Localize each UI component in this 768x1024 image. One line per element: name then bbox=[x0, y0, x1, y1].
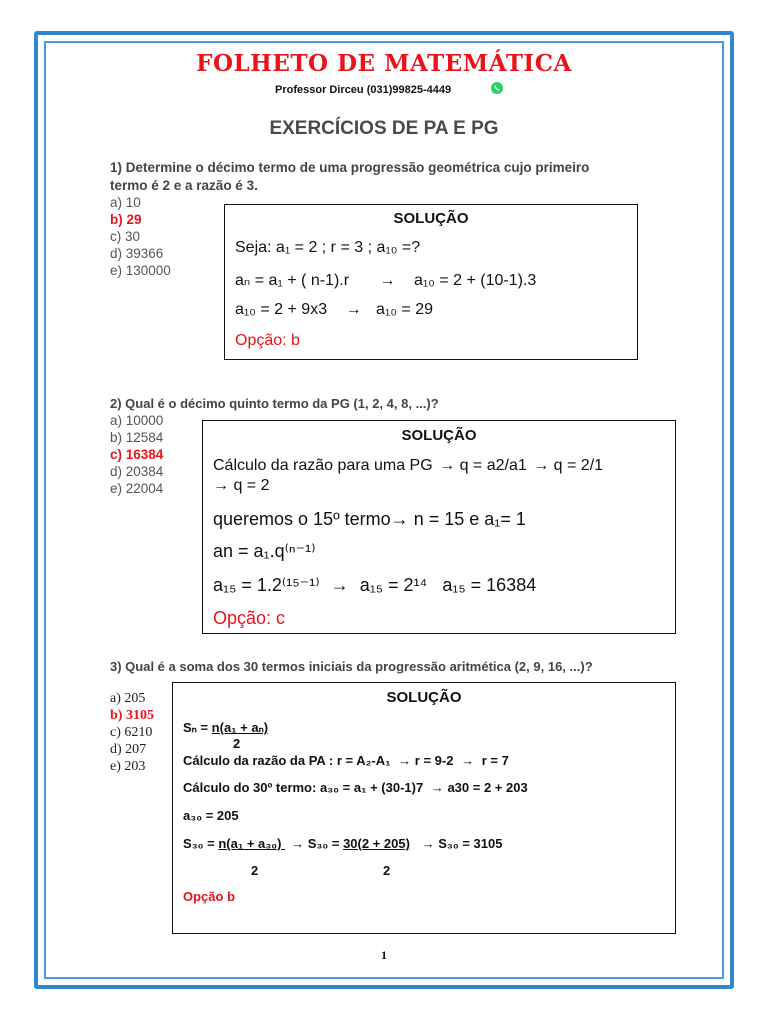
option-d: d) 20384 bbox=[110, 464, 164, 479]
fraction-denominator: 2 bbox=[383, 863, 391, 878]
whatsapp-icon bbox=[490, 81, 504, 95]
option-b: b) 12584 bbox=[110, 430, 164, 445]
solution-box-3 bbox=[172, 682, 676, 934]
question-1-options bbox=[110, 194, 171, 279]
fraction-denominator: 2 bbox=[233, 736, 241, 751]
option-a: a) 10 bbox=[110, 195, 141, 210]
fraction-denominator: 2 bbox=[251, 863, 259, 878]
question-1-text-cont: termo é 2 e a razão é 3. bbox=[110, 178, 258, 193]
solution-heading: SOLUÇÃO bbox=[393, 210, 469, 227]
question-2-text: 2) Qual é o décimo quinto termo da PG (1, 2, 4, 8, ...)? bbox=[110, 396, 439, 411]
question-1-text: 1) Determine o décimo termo de uma progressão geométrica cujo primeiro bbox=[110, 160, 590, 175]
solution-line: S₃₀ = n(a₁ + a₃₀) → S₃₀ = 30(2 + 205) → S₃₀ = 3105 bbox=[183, 836, 503, 851]
arrow-right-icon: → bbox=[345, 301, 362, 318]
solution-answer: Opção: c bbox=[213, 608, 286, 628]
arrow-right-icon: → bbox=[390, 509, 409, 529]
solution-line: a₁₀ = 2 + 9x3 → a₁₀ = 29 bbox=[235, 301, 433, 318]
option-e: e) 203 bbox=[110, 759, 146, 774]
arrow-right-icon: → bbox=[439, 457, 456, 474]
solution-heading: SOLUÇÃO bbox=[386, 689, 462, 706]
option-e: e) 130000 bbox=[110, 263, 171, 278]
option-b-correct: b) 3105 bbox=[110, 708, 154, 723]
solution-line: queremos o 15º termo→ n = 15 e a₁= 1 bbox=[213, 509, 526, 529]
solution-line: → q = 2 bbox=[213, 477, 270, 494]
question-3-text: 3) Qual é a soma dos 30 termos iniciais da progressão aritmética (2, 9, 16, ...)? bbox=[110, 659, 593, 674]
arrow-right-icon: → bbox=[421, 836, 435, 851]
arrow-right-icon: → bbox=[430, 780, 444, 795]
arrow-right-icon: → bbox=[213, 477, 229, 494]
option-e: e) 22004 bbox=[110, 481, 164, 496]
solution-line: a₁₅ = 1.2⁽¹⁵⁻¹⁾ → a₁₅ = 2¹⁴ a₁₅ = 16384 bbox=[213, 575, 537, 595]
professor-contact: Professor Dirceu (031)99825-4449 bbox=[275, 84, 452, 96]
option-b-correct: b) 29 bbox=[110, 212, 142, 227]
arrow-right-icon: → bbox=[291, 836, 305, 851]
page-number: 1 bbox=[381, 948, 387, 962]
solution-box-1 bbox=[224, 204, 638, 360]
solution-heading: SOLUÇÃO bbox=[401, 427, 477, 444]
option-c: c) 6210 bbox=[110, 725, 153, 740]
option-c: c) 30 bbox=[110, 229, 141, 244]
solution-line: a₃₀ = 205 bbox=[183, 808, 239, 823]
arrow-right-icon: → bbox=[533, 457, 550, 474]
solution-box-2 bbox=[202, 420, 676, 634]
solution-line: aₙ = a₁ + ( n-1).r → a₁₀ = 2 + (10-1).3 bbox=[235, 272, 537, 289]
question-3-options bbox=[110, 690, 154, 775]
solution-answer: Opção b bbox=[183, 889, 236, 904]
arrow-right-icon: → bbox=[330, 575, 349, 595]
option-c-correct: c) 16384 bbox=[110, 447, 164, 462]
solution-line: Sₙ = n(a₁ + aₙ) bbox=[183, 720, 269, 735]
option-d: d) 207 bbox=[110, 742, 147, 757]
solution-answer: Opção: b bbox=[235, 332, 300, 349]
page-title: FOLHETO DE MATEMÁTICA bbox=[196, 50, 572, 77]
solution-line: Cálculo do 30º termo: a₃₀ = a₁ + (30-1)7 → a30 = 2 + 203 bbox=[183, 780, 528, 795]
option-d: d) 39366 bbox=[110, 246, 164, 261]
section-subtitle: EXERCÍCIOS DE PA E PG bbox=[269, 118, 499, 139]
option-a: a) 205 bbox=[110, 691, 146, 706]
arrow-right-icon: → bbox=[461, 753, 475, 768]
solution-line: an = a₁.q⁽ⁿ⁻¹⁾ bbox=[213, 541, 316, 561]
solution-line: Cálculo da razão da PA : r = A₂-A₁ → r = 9-2 → r = 7 bbox=[183, 753, 509, 768]
solution-line: Cálculo da razão para uma PG → q = a2/a1 → q = 2/1 bbox=[213, 457, 604, 474]
arrow-right-icon: → bbox=[398, 753, 412, 768]
arrow-right-icon: → bbox=[379, 272, 396, 289]
question-2-options bbox=[110, 412, 163, 497]
option-a: a) 10000 bbox=[110, 413, 164, 428]
solution-line: Seja: a₁ = 2 ; r = 3 ; a₁₀ =? bbox=[235, 239, 421, 256]
